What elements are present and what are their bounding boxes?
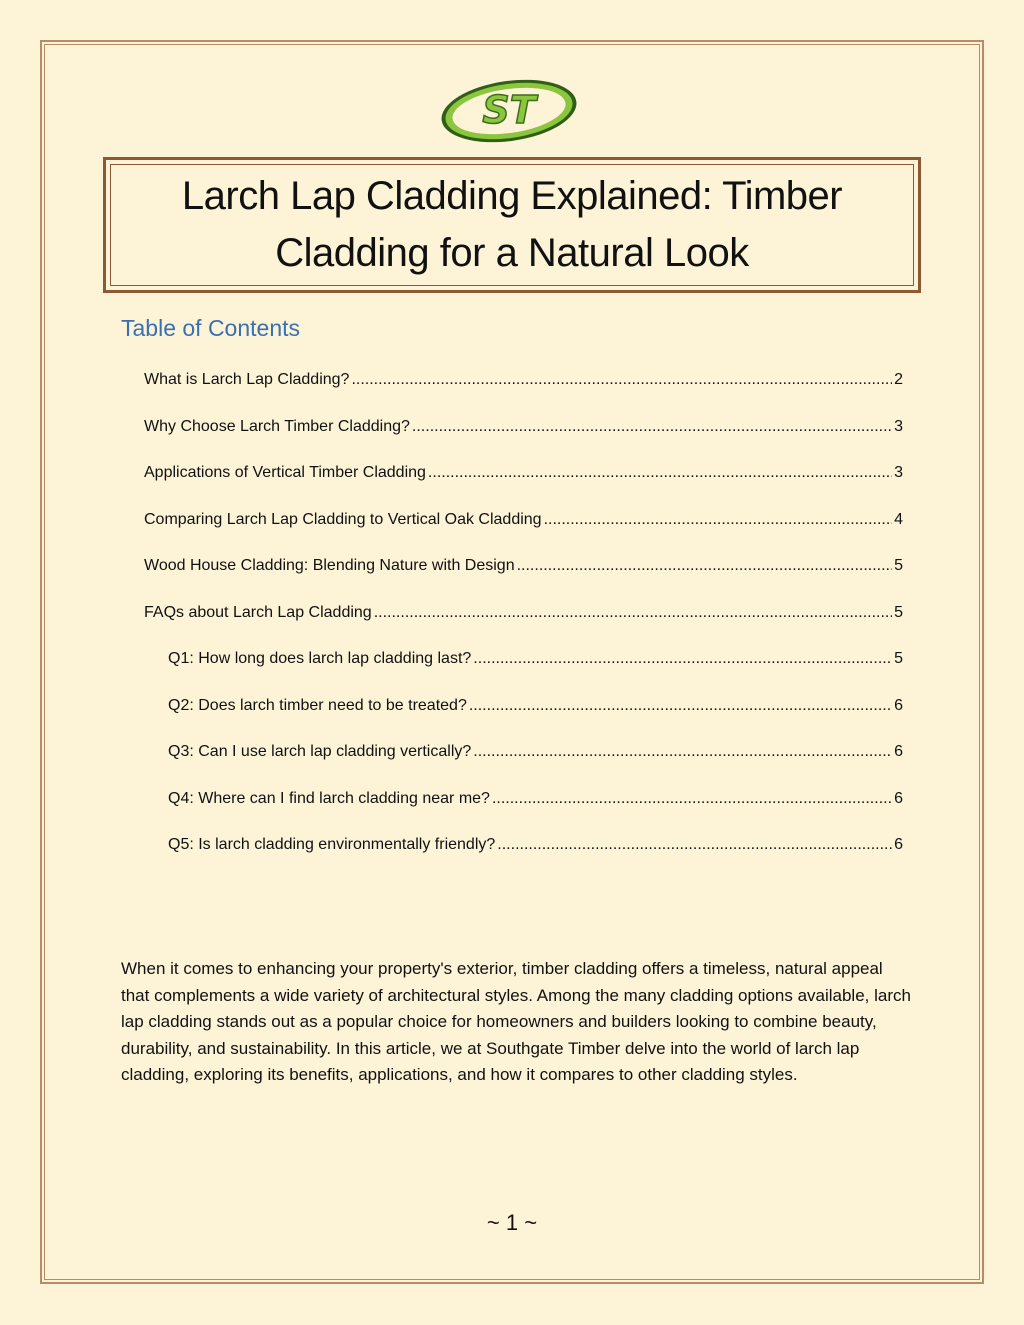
dot-leader xyxy=(517,555,893,577)
toc-entry-page: 6 xyxy=(894,697,903,714)
intro-paragraph: When it comes to enhancing your property's exterior, timber cladding offers a timeless, natural appeal that complements a wide variety of architectural styles. Among the many cladding options available, larch lap cladding stands out as a popular choice for homeowners and builders looking to combine beauty, durability, and sustainability. In this article, we at Southgate Timber delve into the world of larch lap cladding, exploring its benefits, applications, and how it compares to other cladding styles. xyxy=(121,959,911,1084)
toc-entry-label: Why Choose Larch Timber Cladding? xyxy=(144,418,410,435)
document-title xyxy=(110,168,914,282)
page-number: ~ 1 ~ xyxy=(486,1210,538,1235)
toc-entry[interactable] xyxy=(144,602,903,624)
dot-leader xyxy=(492,788,892,810)
toc-entry-page: 5 xyxy=(894,650,903,667)
toc-entry-label: Q3: Can I use larch lap cladding vertically? xyxy=(168,743,472,760)
toc-entry[interactable] xyxy=(144,462,903,484)
toc-entry-label: FAQs about Larch Lap Cladding xyxy=(144,604,372,621)
toc-entry-label: Wood House Cladding: Blending Nature with Design xyxy=(144,557,515,574)
title-line-2: Cladding for a Natural Look xyxy=(275,231,749,275)
toc-entry-label: Applications of Vertical Timber Cladding xyxy=(144,464,426,481)
toc-entry-label: What is Larch Lap Cladding? xyxy=(144,371,350,388)
toc-entry-label: Comparing Larch Lap Cladding to Vertical Oak Cladding xyxy=(144,511,542,528)
toc-entry-label: Q4: Where can I find larch cladding near me? xyxy=(168,790,490,807)
southgate-timber-logo xyxy=(439,78,579,144)
dot-leader xyxy=(469,695,892,717)
dot-leader xyxy=(544,509,893,531)
dot-leader xyxy=(473,648,892,670)
toc-entry[interactable] xyxy=(144,509,903,531)
dot-leader xyxy=(428,462,892,484)
dot-leader xyxy=(497,834,892,856)
title-line-1: Larch Lap Cladding Explained: Timber xyxy=(181,174,843,218)
toc-entry-page: 5 xyxy=(894,557,903,574)
toc-entry[interactable] xyxy=(168,788,903,810)
toc-entry-page: 6 xyxy=(894,790,903,807)
toc-entry-page: 4 xyxy=(894,511,903,528)
toc-entry[interactable] xyxy=(144,555,903,577)
dot-leader xyxy=(473,741,892,763)
toc-entry[interactable] xyxy=(168,741,903,763)
toc-entry-page: 3 xyxy=(894,418,903,435)
toc-entry[interactable] xyxy=(144,416,903,438)
toc-heading: Table of Contents xyxy=(121,315,301,341)
toc-entry[interactable] xyxy=(168,695,903,717)
toc-entry-page: 2 xyxy=(894,371,903,388)
dot-leader xyxy=(374,602,892,624)
dot-leader xyxy=(351,369,892,391)
svg-text:ST: ST xyxy=(482,88,536,132)
toc-entry-label: Q1: How long does larch lap cladding last? xyxy=(168,650,472,667)
toc-entry-page: 6 xyxy=(894,836,903,853)
dot-leader xyxy=(412,416,892,438)
toc-entry-label: Q2: Does larch timber need to be treated? xyxy=(168,697,467,714)
toc-entry[interactable] xyxy=(168,834,903,856)
toc-entry-page: 6 xyxy=(894,743,903,760)
toc-entry-page: 5 xyxy=(894,604,903,621)
toc-entry[interactable] xyxy=(144,369,903,391)
toc-entry[interactable] xyxy=(168,648,903,670)
toc-entry-label: Q5: Is larch cladding environmentally friendly? xyxy=(168,836,496,853)
toc-entry-page: 3 xyxy=(894,464,903,481)
